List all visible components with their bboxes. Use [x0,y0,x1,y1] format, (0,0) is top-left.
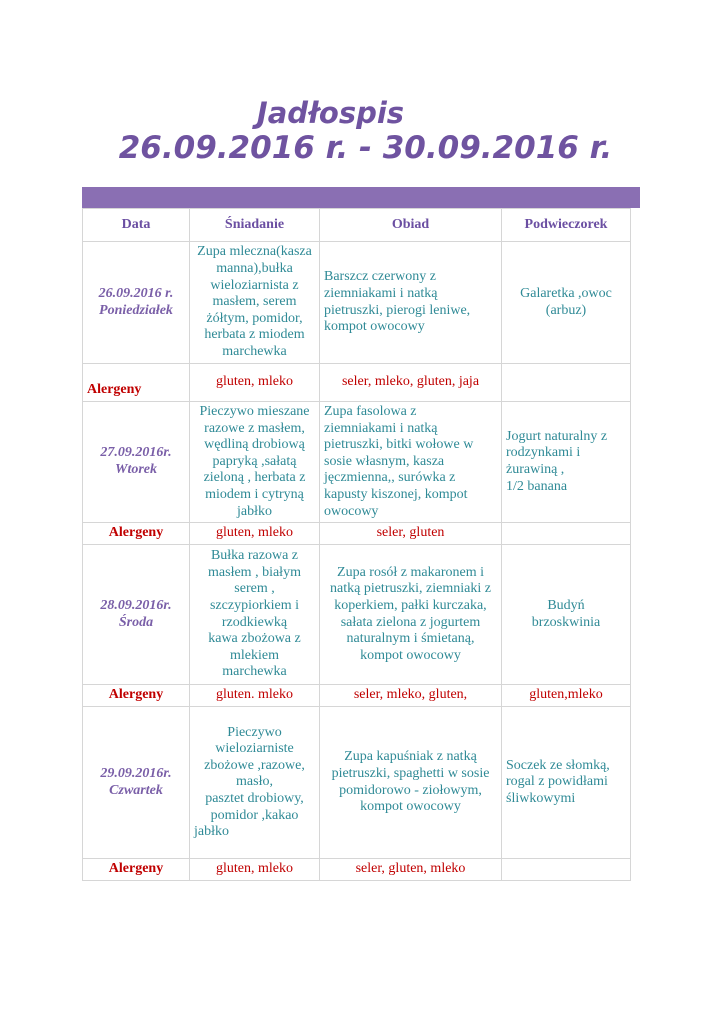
table-header-row [83,209,631,242]
weekday: Wtorek [115,462,157,478]
table-row [83,242,631,364]
dinner-line: natką pietruszki, ziemniaki z [330,581,491,597]
breakfast-line: papryką ,sałatą [212,453,297,469]
date-cell [83,707,190,859]
snack-cell [502,707,631,859]
dinner-line: kompot owocowy [324,319,425,335]
breakfast-cell [190,242,320,364]
snack-cell [502,242,631,364]
dinner-line: owocowy [324,503,379,519]
snack-line: brzoskwinia [531,614,601,630]
weekday: Czwartek [109,782,163,798]
dinner-line: ziemniakami i natką [324,420,438,436]
allergen-breakfast: gluten, mleko [190,364,320,402]
breakfast-line: masłem, serem [212,294,297,310]
breakfast-cell [190,707,320,859]
dinner-line: Zupa rosół z makaronem i [337,564,484,580]
breakfast-line: manna),bułka [216,261,293,277]
allergen-snack: gluten,mleko [502,685,631,707]
breakfast-line: wieloziarniste [215,741,294,757]
header-dinner: Obiad [320,209,502,242]
breakfast-line: zbożowe ,razowe, [204,757,305,773]
dinner-line: kompot owocowy [360,799,461,815]
weekday: Środa [118,614,154,630]
weekday: Poniedziałek [99,302,173,318]
breakfast-line: serem , [234,581,275,597]
allergen-snack [502,859,631,881]
allergen-breakfast: gluten, mleko [190,523,320,545]
snack-line: Soczek ze słomką, [506,757,610,773]
date-cell [83,242,190,364]
allergen-label: Alergeny [83,685,190,707]
breakfast-line: masłem , białym [208,564,301,580]
allergen-dinner: seler, gluten [320,523,502,545]
dinner-line: kapusty kiszonej, kompot [324,486,468,502]
header-breakfast: Śniadanie [190,209,320,242]
table-row [83,707,631,859]
snack-cell [502,402,631,523]
date: 27.09.2016r. [100,445,172,461]
breakfast-line: mlekiem [230,647,279,663]
breakfast-cell [190,545,320,685]
breakfast-cell [190,402,320,523]
dinner-line: Zupa fasolowa z [324,404,417,419]
snack-line: (arbuz) [545,302,587,318]
breakfast-line: Zupa mleczna(kasza [197,244,312,260]
dinner-line: sałata zielona z jogurtem [340,614,481,630]
breakfast-line: Pieczywo [227,724,282,740]
dinner-cell [320,545,502,685]
menu-title: Jadłospis [256,96,405,130]
allergen-breakfast: gluten, mleko [190,859,320,881]
breakfast-line: Pieczywo mieszane [199,404,310,419]
snack-line: 1/2 banana [506,478,568,494]
breakfast-line: żółtym, pomidor, [206,310,303,326]
header-band [82,187,640,208]
breakfast-line: marchewka [222,664,287,680]
snack-line: żurawiną , [506,462,565,478]
allergen-label: Alergeny [83,523,190,545]
dinner-line: Zupa kapuśniak z natką [344,749,477,765]
dinner-cell [320,402,502,523]
dinner-line: koperkiem, pałki kurczaka, [334,598,487,614]
date-range-title: 26.09.2016 r. - 30.09.2016 r. [118,130,613,166]
allergen-row [83,685,631,707]
date-cell [83,402,190,523]
allergen-snack [502,364,631,402]
dinner-cell [320,707,502,859]
allergen-label: Alergeny [83,364,190,402]
breakfast-line: wieloziarnista z [210,277,299,293]
breakfast-line: szczypiorkiem i [209,598,300,614]
dinner-line: pietruszki, bitki wołowe w [324,437,474,453]
breakfast-line: kawa zbożowa z [208,631,301,647]
dinner-line: Barszcz czerwony z [324,269,436,285]
allergen-breakfast: gluten. mleko [190,685,320,707]
breakfast-line: pasztet drobiowy, [205,790,304,806]
allergen-dinner: seler, mleko, gluten, jaja [320,364,502,402]
date: 28.09.2016r. [100,598,172,614]
allergen-row [83,859,631,881]
breakfast-line: wędliną drobiową [204,437,305,453]
allergen-row [83,523,631,545]
allergen-dinner: seler, gluten, mleko [320,859,502,881]
dinner-cell [320,242,502,364]
breakfast-line: miodem i cytryną [205,486,304,502]
menu-table [82,208,631,881]
dinner-line: kompot owocowy [360,647,461,663]
snack-line: Budyń [547,598,585,614]
breakfast-line: razowe z masłem, [204,420,305,436]
snack-line: Jogurt naturalny z [506,428,608,444]
breakfast-line: marchewka [222,343,287,359]
dinner-line: sosie własnym, kasza [324,453,445,469]
snack-line: śliwkowymi [506,790,576,806]
allergen-label: Alergeny [83,859,190,881]
table-row [83,545,631,685]
breakfast-line: rzodkiewką [221,614,288,630]
dinner-line: jęczmienna,, surówka z [324,470,456,486]
breakfast-line: masło, [236,774,273,790]
breakfast-line: Bułka razowa z [210,548,299,564]
snack-line: rogal z powidłami [506,774,608,790]
dinner-line: naturalnym i śmietaną, [346,631,475,647]
dinner-line: pomidorowo - ziołowym, [339,782,482,798]
date: 26.09.2016 r. [98,285,174,301]
snack-cell [502,545,631,685]
date: 29.09.2016r. [100,766,172,782]
allergen-dinner: seler, mleko, gluten, [320,685,502,707]
breakfast-line: zieloną , herbata z [203,470,306,486]
allergen-snack [502,523,631,545]
dinner-line: ziemniakami i natką [324,285,438,301]
breakfast-line: jabłko [237,503,272,519]
breakfast-line: herbata z miodem [204,327,305,343]
date-cell [83,545,190,685]
breakfast-line: jabłko [194,824,229,840]
dinner-line: pietruszki, pierogi leniwe, [324,302,471,318]
dinner-line: pietruszki, spaghetti w sosie [331,766,490,782]
snack-line: rodzynkami i [506,445,581,461]
allergen-row [83,364,631,402]
snack-line: Galaretka ,owoc [520,285,612,301]
table-row [83,402,631,523]
header-snack: Podwieczorek [502,209,631,242]
header-date: Data [83,209,190,242]
breakfast-line: pomidor ,kakao [210,807,299,823]
